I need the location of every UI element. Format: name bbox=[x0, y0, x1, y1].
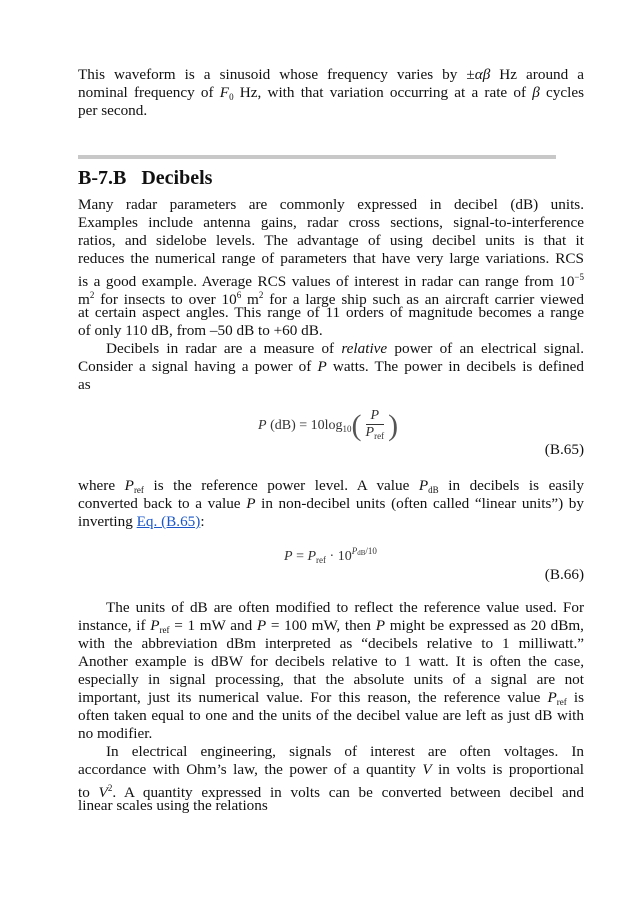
text-run: in non-decibel units (often called “linear units”) by bbox=[255, 495, 584, 512]
text-run: ratios, and sidelobe levels. The advantage of using decibel units is that it bbox=[78, 232, 584, 249]
eq-exp: P bbox=[351, 546, 358, 556]
text-run: The units of dB are often modified to reflect the reference value used. For bbox=[106, 599, 584, 616]
text-run: 0 bbox=[229, 92, 234, 102]
para1-line bbox=[78, 322, 584, 340]
eq-numerator: P bbox=[366, 408, 385, 425]
text-run: P bbox=[375, 617, 385, 634]
eq-text: = bbox=[292, 549, 308, 564]
text-run: αβ bbox=[474, 66, 491, 83]
text-run: P bbox=[150, 617, 160, 634]
equation-number-b66: (B.66) bbox=[544, 566, 584, 583]
text-run: accordance with Ohm’s law, the power of a quantity bbox=[78, 761, 423, 778]
text-run: In electrical engineering, signals of interest are often voltages. In bbox=[106, 743, 584, 760]
text-run: : bbox=[200, 513, 205, 530]
text-run: F bbox=[219, 84, 230, 101]
text-run: Hz around a bbox=[490, 66, 584, 83]
text-run: P bbox=[418, 477, 429, 494]
para4-line bbox=[78, 599, 584, 617]
eq-text: · 10 bbox=[326, 549, 352, 564]
text-run: converted back to a value bbox=[78, 495, 247, 512]
intro-line bbox=[78, 102, 584, 120]
text-run: = 100 mW, then bbox=[266, 617, 376, 634]
para1-line bbox=[78, 304, 584, 322]
text-run: 2 bbox=[258, 290, 264, 300]
text-run: dB bbox=[428, 485, 439, 495]
para3-line bbox=[78, 495, 584, 513]
equation-link[interactable]: Eq. (B.65) bbox=[136, 513, 201, 530]
text-run: cycles bbox=[539, 84, 584, 101]
intro-line bbox=[78, 66, 584, 84]
para5-line bbox=[78, 779, 584, 801]
text-run: relative bbox=[341, 340, 388, 357]
text-run: to bbox=[78, 784, 99, 801]
para4-line bbox=[78, 653, 584, 671]
para4-line bbox=[78, 635, 584, 653]
eq-den-sub: ref bbox=[374, 431, 385, 441]
text-run: power of an electrical signal. bbox=[387, 340, 584, 357]
text-run: is the reference power level. A value bbox=[143, 477, 419, 494]
text-run: no modifier. bbox=[78, 725, 153, 742]
para5-line bbox=[78, 743, 584, 761]
para5-line bbox=[78, 797, 584, 815]
text-run: for a large ship such as an aircraft carrier viewed bbox=[263, 291, 584, 308]
para2-line bbox=[78, 358, 584, 376]
text-run: . A quantity expressed in volts can be converted between decibel and bbox=[112, 784, 584, 801]
intro-line bbox=[78, 84, 584, 102]
text-run: in decibels is easily bbox=[438, 477, 584, 494]
text-run: watts. The power in decibels is defined bbox=[326, 358, 584, 375]
text-run: linear scales using the relations bbox=[78, 797, 268, 814]
equation-b66 bbox=[284, 546, 377, 565]
text-run: β bbox=[532, 84, 540, 101]
text-run: Decibels in radar are a measure of bbox=[106, 340, 342, 357]
text-run: Another example is dBW for decibels relative to 1 watt. It is often the case, bbox=[78, 653, 584, 670]
text-run: V bbox=[422, 761, 432, 778]
text-run: of only 110 dB, from –50 dB to +60 dB. bbox=[78, 322, 323, 339]
para2-line bbox=[78, 376, 584, 394]
text-run: Examples include antenna gains, radar cross sections, signal-to-interference bbox=[78, 214, 584, 231]
text-run: with the abbreviation dBm interpreted as “decibels relative to 1 milliwatt.” bbox=[78, 635, 584, 652]
text-run: This waveform is a sinusoid whose frequency varies by ± bbox=[78, 66, 475, 83]
para1-line bbox=[78, 196, 584, 214]
eq-var: P bbox=[284, 549, 293, 564]
text-run: as bbox=[78, 376, 91, 393]
text-run: 2 bbox=[107, 783, 113, 793]
text-run: instance, if bbox=[78, 617, 151, 634]
text-run: especially in signal processing, that the absolute units of a signal are not bbox=[78, 671, 584, 688]
text-run: m bbox=[241, 291, 259, 308]
para4-line bbox=[78, 617, 584, 635]
text-run: is a good example. Average RCS values of interest in radar can range from 10 bbox=[78, 273, 575, 290]
eq-sub: ref bbox=[316, 555, 327, 565]
text-run: Many radar parameters are commonly expressed in decibel (dB) units. bbox=[78, 196, 584, 213]
para3-line bbox=[78, 477, 584, 495]
text-run: reduces the numerical range of parameters that have very large variations. RCS bbox=[78, 250, 584, 267]
text-run: ref bbox=[556, 697, 567, 707]
para1-line bbox=[78, 268, 584, 290]
eq-den-var: P bbox=[365, 425, 375, 440]
para4-line bbox=[78, 707, 584, 725]
equation-number-b65: (B.65) bbox=[544, 441, 584, 458]
para1-line bbox=[78, 232, 584, 250]
equation-b65: P $(dB) = 10\log_{10}$( $\frac{P}{P_{ref}}$ ) bbox=[258, 408, 399, 442]
text-run: might be expressed as 20 dBm, bbox=[385, 617, 584, 634]
eq-exp-sub: dB bbox=[357, 549, 366, 557]
eq-exp: /10 bbox=[365, 546, 377, 556]
text-run: m bbox=[78, 291, 90, 308]
eq-var: P bbox=[258, 418, 267, 434]
para5-line bbox=[78, 761, 584, 779]
text-run: P bbox=[547, 689, 557, 706]
text-run: inverting bbox=[78, 513, 137, 530]
eq-log-base: 10 bbox=[342, 424, 352, 435]
text-run: for insects to over 10 bbox=[94, 291, 237, 308]
text-run: P bbox=[124, 477, 134, 494]
text-run: where bbox=[78, 477, 125, 494]
para4-line bbox=[78, 725, 584, 743]
para4-line bbox=[78, 689, 584, 707]
text-run: 2 bbox=[89, 290, 95, 300]
text-run: P bbox=[246, 495, 256, 512]
eq-var: P bbox=[307, 549, 317, 564]
text-run: at certain aspect angles. This range of 11 orders of magnitude becomes a range bbox=[78, 304, 584, 321]
text-run: is bbox=[566, 689, 585, 706]
section-heading: B-7.B Decibels bbox=[78, 167, 213, 189]
eq-text: (dB) = 10log bbox=[266, 418, 343, 434]
text-run: per second. bbox=[78, 102, 148, 119]
text-run: Consider a signal having a power of bbox=[78, 358, 318, 375]
text-run: nominal frequency of bbox=[78, 84, 220, 101]
text-run: P bbox=[256, 617, 267, 634]
para1-line bbox=[78, 286, 584, 308]
text-run: ref bbox=[159, 625, 170, 635]
para4-line bbox=[78, 671, 584, 689]
para2-line bbox=[78, 340, 584, 358]
text-run: P bbox=[317, 358, 327, 375]
text-run: often taken equal to one and the units of the decibel value are left as just dB with bbox=[78, 707, 584, 724]
para3-line bbox=[78, 513, 584, 531]
para1-line bbox=[78, 250, 584, 268]
para1-line bbox=[78, 214, 584, 232]
section-divider bbox=[78, 155, 556, 159]
text-run: important, just its numerical value. For this reason, the reference value bbox=[78, 689, 548, 706]
text-run: 6 bbox=[236, 290, 242, 300]
text-run: ref bbox=[133, 485, 144, 495]
text-run: −5 bbox=[574, 272, 584, 282]
eq-fraction bbox=[366, 408, 385, 444]
text-run: Hz, with that variation occurring at a rate of bbox=[233, 84, 533, 101]
text-run: V bbox=[98, 784, 108, 801]
text-run: = 1 mW and bbox=[169, 617, 257, 634]
text-run: in volts is proportional bbox=[431, 761, 584, 778]
